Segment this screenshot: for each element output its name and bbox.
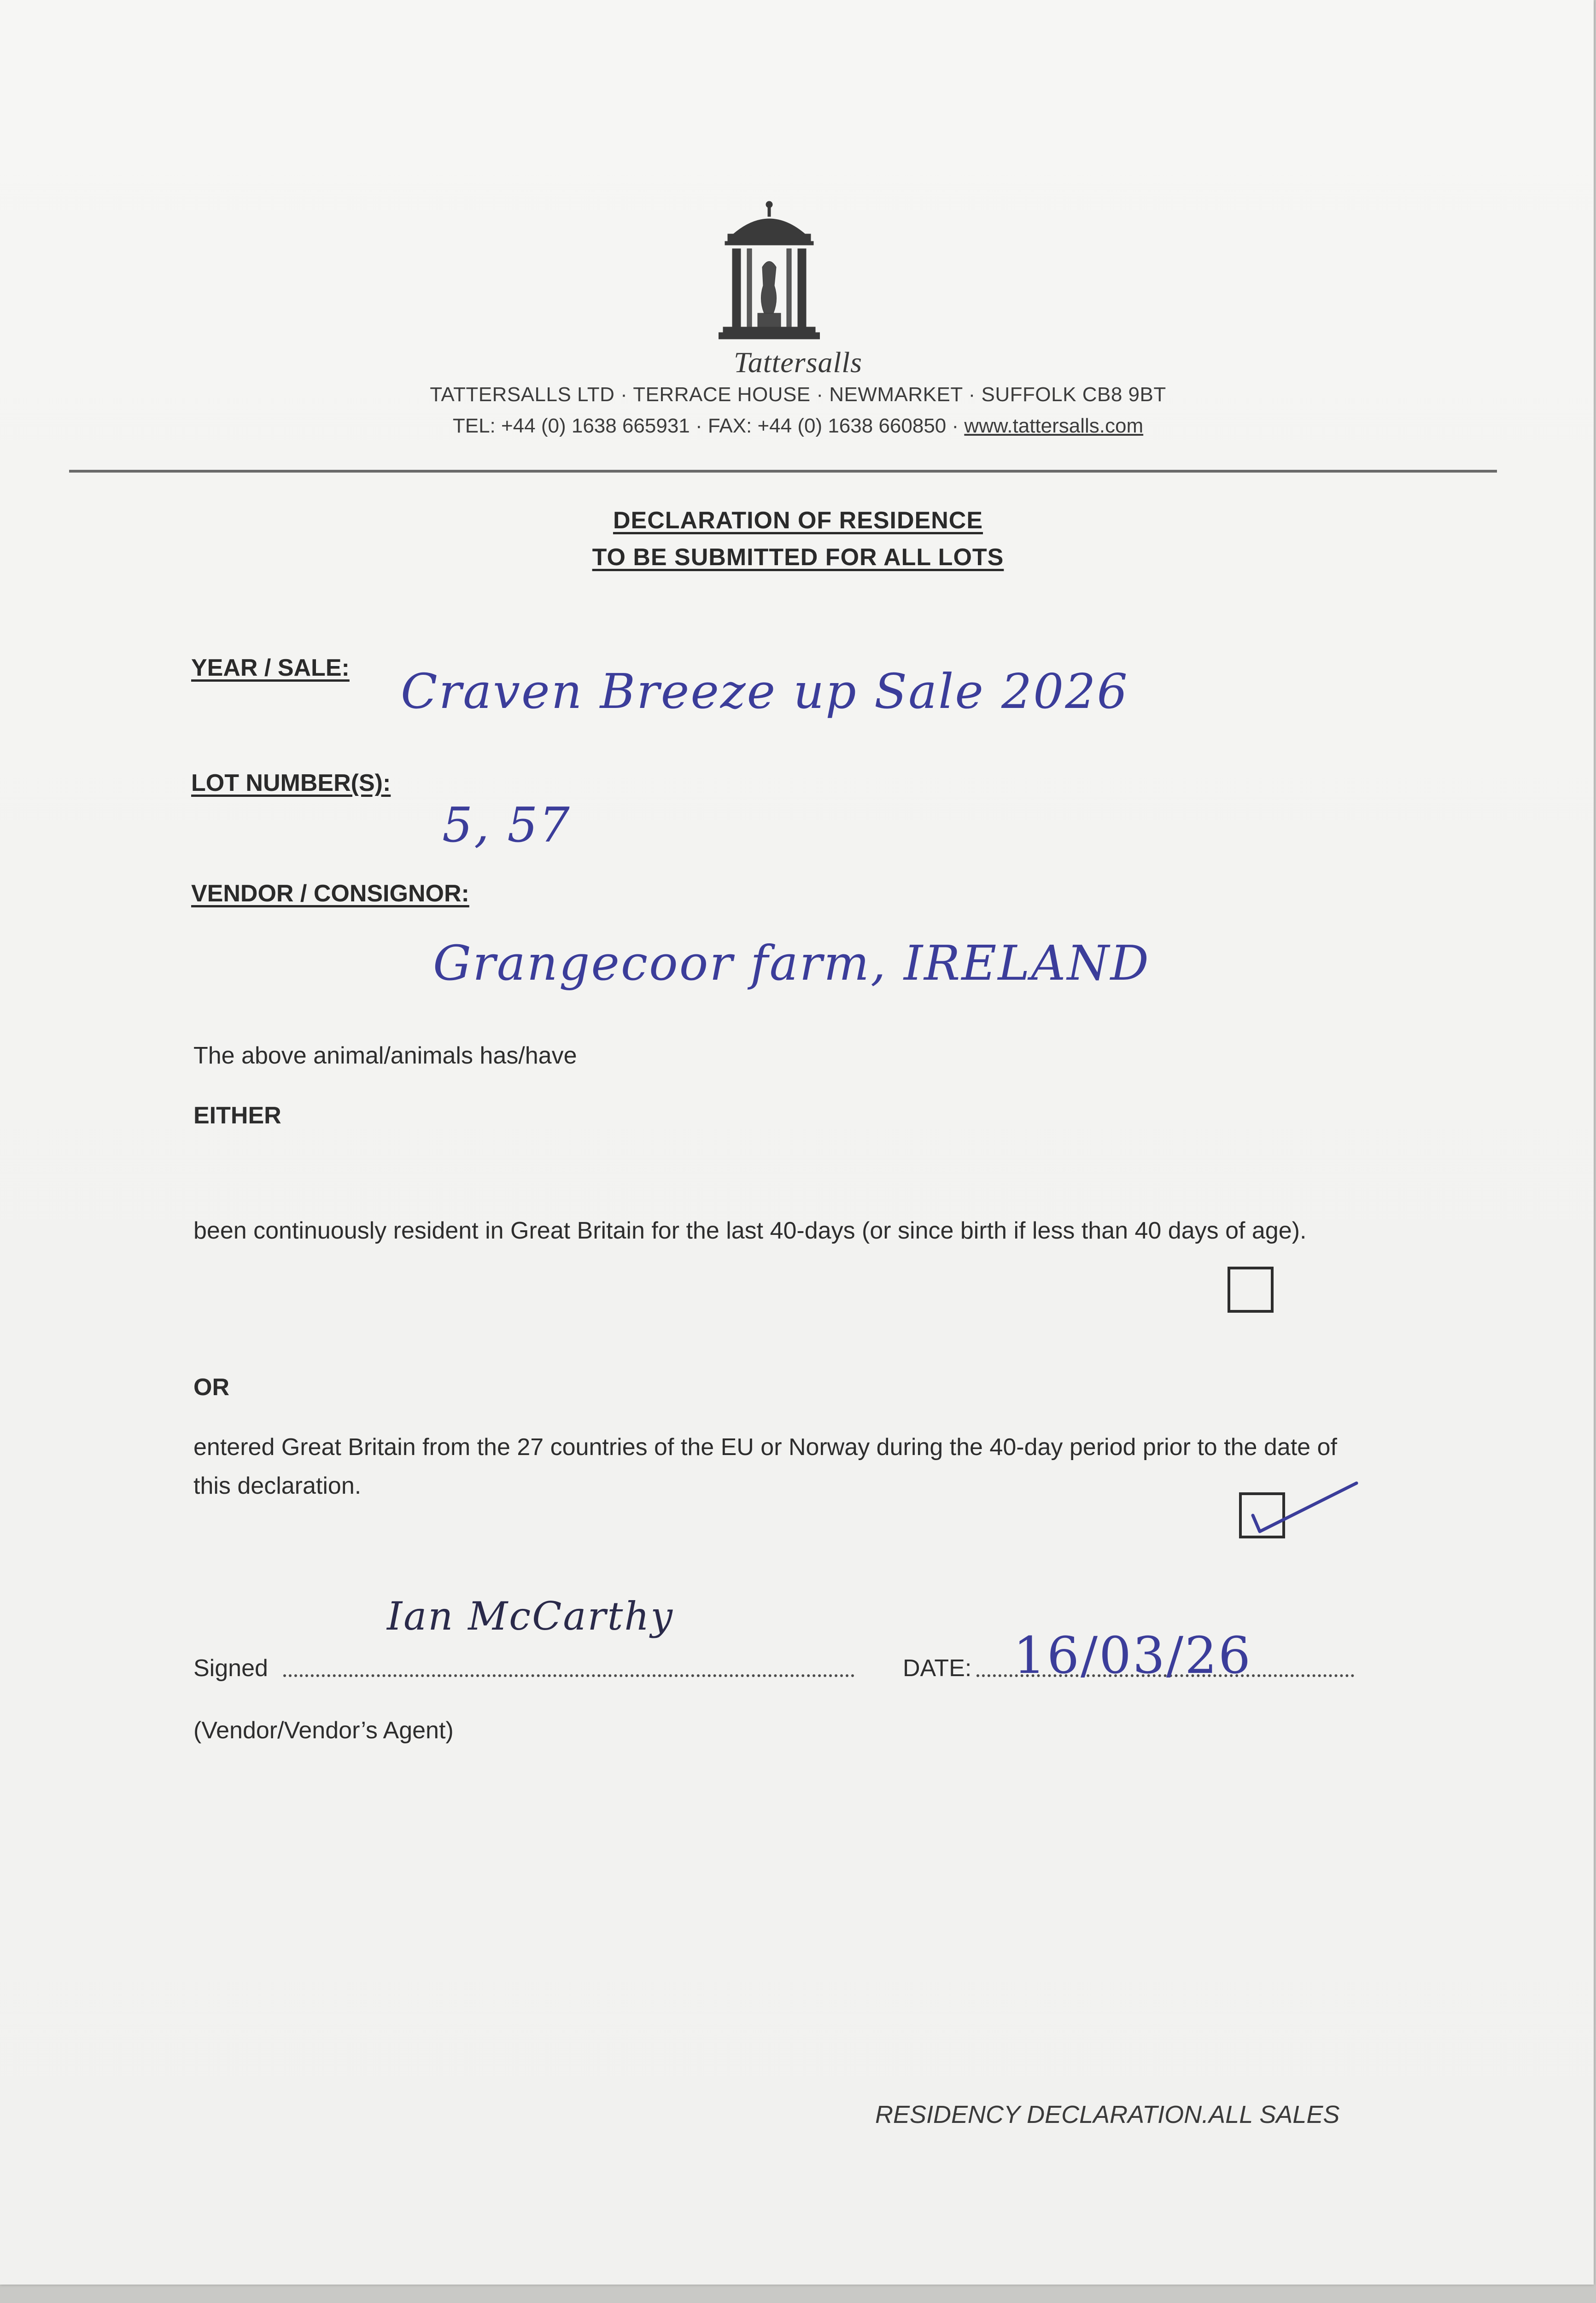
- footer-reference: RESIDENCY DECLARATION.ALL SALES: [875, 2101, 1340, 2128]
- year-sale-label: YEAR / SALE:: [191, 655, 350, 681]
- company-address: TATTERSALLS LTD · TERRACE HOUSE · NEWMARKET · SUFFOLK CB8 9BT: [430, 383, 1166, 406]
- date-label: DATE:: [903, 1655, 972, 1682]
- year-sale-value[interactable]: Craven Breeze up Sale 2026: [401, 663, 1129, 719]
- or-label: OR: [193, 1374, 229, 1401]
- form-subtitle: TO BE SUBMITTED FOR ALL LOTS: [592, 544, 1004, 571]
- tattersalls-logo: [719, 198, 820, 350]
- either-label: EITHER: [193, 1102, 281, 1129]
- brand-name: Tattersalls: [734, 346, 862, 379]
- option1-checkbox[interactable]: [1228, 1267, 1274, 1313]
- checkmark-icon: [1244, 1474, 1359, 1538]
- signature: Ian McCarthy: [387, 1594, 674, 1639]
- vendor-value[interactable]: Grangecoor farm, IRELAND: [433, 935, 1150, 991]
- signature-line[interactable]: [283, 1674, 854, 1677]
- statement-intro: The above animal/animals has/have: [193, 1042, 577, 1069]
- signed-label: Signed: [193, 1655, 268, 1682]
- date-value[interactable]: 16/03/26: [1013, 1626, 1252, 1685]
- contact-phone-fax: TEL: +44 (0) 1638 665931 · FAX: +44 (0) 1638 660850 ·: [452, 415, 965, 437]
- lot-number-label: LOT NUMBER(S):: [191, 770, 391, 796]
- form-title: DECLARATION OF RESIDENCE: [613, 507, 983, 534]
- vendor-label: VENDOR / CONSIGNOR:: [191, 880, 469, 907]
- option1-text: been continuously resident in Great Britain for the last 40-days (or since birth if less than 40 days of age).: [193, 1217, 1307, 1244]
- company-contact: [0, 415, 1596, 438]
- lot-number-value[interactable]: 5, 57: [442, 797, 571, 853]
- header-divider: [69, 470, 1497, 473]
- signer-role: (Vendor/Vendor’s Agent): [193, 1717, 454, 1744]
- website-link[interactable]: www.tattersalls.com: [964, 415, 1144, 437]
- option2-text: entered Great Britain from the 27 countries of the EU or Norway during the 40-day period prior to the date of this declaration.: [193, 1434, 1337, 1499]
